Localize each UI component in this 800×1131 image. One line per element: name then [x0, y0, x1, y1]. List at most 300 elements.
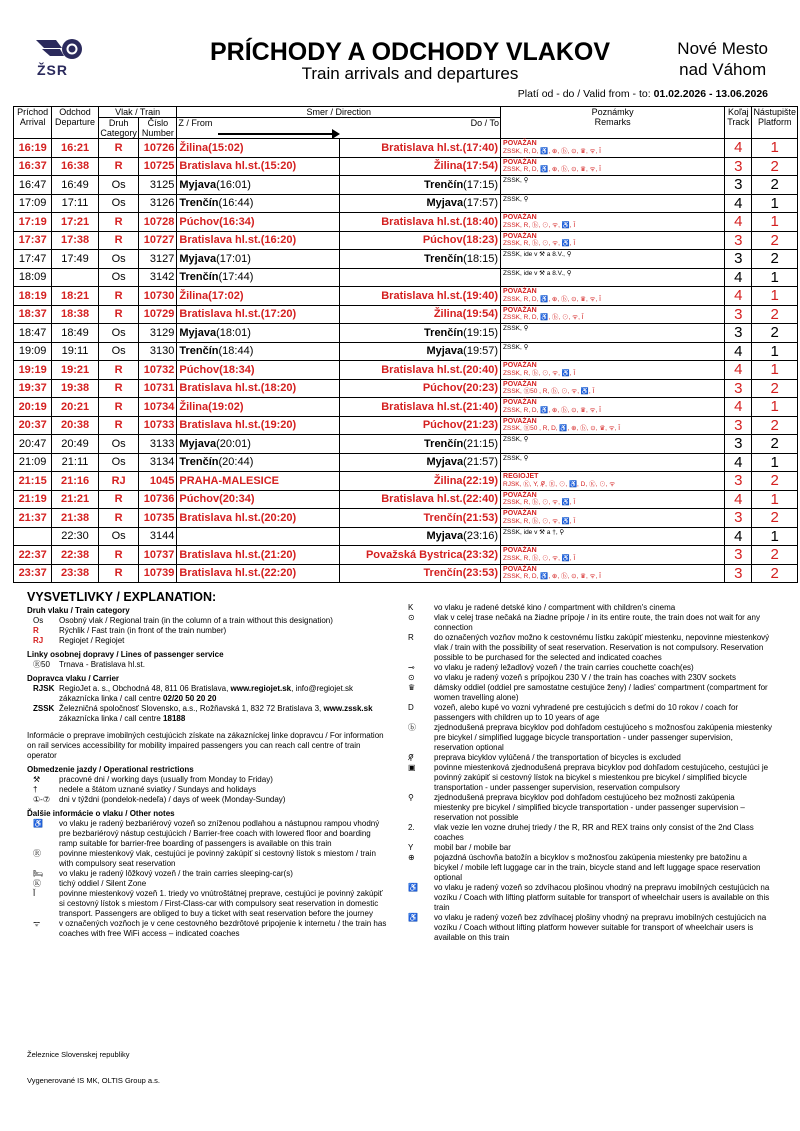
platform: 2	[752, 564, 798, 583]
to-time: (17:57)	[463, 197, 499, 210]
track: 3	[725, 435, 752, 454]
departure-time: 16:49	[52, 176, 99, 195]
remarks	[501, 379, 725, 398]
note-item	[402, 683, 772, 703]
page-title: PRÍCHODY A ODCHODY VLAKOV	[209, 38, 611, 66]
category-item	[27, 616, 387, 626]
arrival-time: 16:19	[14, 139, 52, 158]
track: 3	[725, 379, 752, 398]
to-station	[339, 509, 500, 528]
note-item	[402, 763, 772, 793]
train-category: R	[98, 231, 139, 250]
departure-time: 17:49	[52, 250, 99, 269]
departure-time: 19:38	[52, 379, 99, 398]
remarks-text: ZSSK, R, D, ♿, ⊕, ⓑ, ⊙, ♛, ᯤ, Ĭ	[503, 147, 601, 155]
to-station	[339, 268, 500, 287]
departure-time: 16:38	[52, 157, 99, 176]
from-time: (16:01)	[216, 178, 251, 191]
train-name: POVAŽAN	[503, 510, 537, 517]
header-arrival: Príchod Arrival	[14, 107, 52, 139]
track: 3	[725, 509, 752, 528]
track: 3	[725, 231, 752, 250]
remarks-text: ZSSK, R, ⓑ, ⊙, ᯤ, ♿, Ĭ	[503, 240, 576, 247]
remarks	[501, 176, 725, 195]
to-station	[339, 250, 500, 269]
train-name: POVAŽAN	[503, 547, 537, 554]
remarks-text: ZSSK, R, ⓑ, ⊙, ᯤ, ♿, Ĭ	[503, 517, 576, 525]
from-time: (15:20)	[260, 160, 297, 173]
departure-time: 18:49	[52, 324, 99, 343]
track: 4	[725, 453, 752, 472]
carrier-code: ZSSK	[33, 704, 55, 713]
note-item	[402, 913, 772, 943]
train-category: Os	[98, 250, 139, 269]
arrival-time: 19:09	[14, 342, 52, 361]
arrival-time: 21:15	[14, 472, 52, 491]
from-station	[177, 157, 340, 176]
legend-symbol-icon: ①-⑦	[33, 795, 51, 804]
from-station	[177, 342, 340, 361]
platform: 2	[752, 416, 798, 435]
from-time: (17:01)	[216, 252, 251, 265]
remarks	[501, 194, 725, 213]
to-time: (21:40)	[462, 400, 499, 413]
legend-symbol-icon: Ⓡ	[33, 849, 41, 858]
legend-text: vo vlaku je radený vozeň so zdvíhacou plošinou vhodný na prepravu imobilných cestujúcich na vozíku / Coach with lifting platform suitable for transport of wheelchair users is available on this train	[434, 883, 770, 912]
from-station	[177, 231, 340, 250]
to-station	[339, 546, 500, 565]
note-item	[402, 753, 772, 763]
to-station-name: Púchov	[422, 382, 463, 395]
train-row	[14, 287, 798, 306]
remarks	[501, 342, 725, 361]
to-station-name: Myjava	[426, 197, 464, 210]
to-station-name: Trenčín	[424, 326, 464, 339]
from-time: (16:44)	[218, 197, 254, 210]
to-station-name: Považská Bystrica	[365, 548, 463, 561]
train-row	[14, 453, 798, 472]
from-station-name: Žilina	[179, 141, 209, 154]
legend-symbol-icon: 2.	[408, 823, 415, 832]
legend-symbol-icon: Ĭ	[33, 889, 36, 898]
departure-time	[52, 268, 99, 287]
train-category: R	[98, 546, 139, 565]
train-number: 10732	[139, 361, 177, 380]
departure-time: 18:38	[52, 305, 99, 324]
train-category: Os	[98, 342, 139, 361]
to-station	[339, 398, 500, 417]
note-item	[27, 849, 387, 869]
legend-text: vo vlaku je radený vozeň bez zdvíhacej plošiny vhodný na prepravu imobilných cestujúcich na vozíku / Coach without lifting platform however suitable for transport of wheelchair users is available on this train	[434, 913, 767, 942]
from-station-name: Púchov	[179, 215, 220, 228]
train-row	[14, 398, 798, 417]
legend-text: pojazdná úschovňa batožín a bicyklov s možnosťou zakúpenia miestenky pre batožinu a bicykel / mobile left luggage car in the train, bicycle stand and left luggage space reservation optional	[434, 853, 761, 882]
remarks-text: ZSSK, ⚲	[503, 436, 529, 443]
train-category: Os	[98, 435, 139, 454]
to-station	[339, 324, 500, 343]
legend-text: vo vlaku je radený vozeň s prípojkou 230 V / the train has coaches with 230V sockets	[434, 673, 736, 682]
train-name: POVAŽAN	[503, 232, 537, 240]
track: 4	[725, 361, 752, 380]
legend-symbol-icon: ⓑ	[408, 723, 416, 732]
train-number: 10727	[139, 231, 177, 250]
from-station-name: Trenčín	[179, 345, 219, 358]
platform: 1	[752, 268, 798, 287]
to-station	[339, 453, 500, 472]
mobility-info: Informácie o preprave imobilných cestujúcich získate na zákazníckej linke dopravcu / For information on rail services accessibility for mobility impaired passengers you can reach call centre of train operator	[27, 731, 384, 760]
to-station-name: Trenčín	[424, 437, 464, 450]
legend-text: Osobný vlak / Regional train (in the column of a train without this designation)	[59, 616, 333, 625]
train-row	[14, 416, 798, 435]
note-item	[27, 919, 387, 939]
carrier-website-link[interactable]: www.regiojet.sk	[230, 684, 292, 693]
remarks-text: ZSSK, ide v ⚒ a †, ⚲	[503, 528, 565, 536]
arrival-time: 20:37	[14, 416, 52, 435]
header-number: Číslo Number	[139, 118, 177, 139]
remarks-text: RJSK, Ⓚ, Y, ⚲̸, Ⓡ, ⊙, ♿, D, Ⓚ, ⊙, ᯤ	[503, 480, 616, 488]
header-platform: Nástupište Platform	[752, 107, 798, 139]
from-station	[177, 472, 340, 491]
from-station-name: Bratislava hl.st.	[179, 419, 261, 432]
legend-symbol-icon: ♛	[408, 683, 416, 692]
track: 4	[725, 268, 752, 287]
train-row	[14, 342, 798, 361]
train-name: POVAŽAN	[503, 140, 537, 147]
train-row	[14, 139, 798, 158]
legend-symbol-icon: ♿	[408, 913, 418, 922]
to-station	[339, 213, 500, 232]
to-station-name: Bratislava hl.st.	[381, 141, 463, 154]
from-time: (18:20)	[260, 382, 297, 395]
platform: 2	[752, 324, 798, 343]
validity-label: Platí od - do / Valid from - to:	[517, 88, 651, 100]
train-row	[14, 361, 798, 380]
from-station	[177, 416, 340, 435]
note-item	[402, 853, 772, 883]
to-station-name: Myjava	[426, 530, 464, 543]
header-track: Koľaj Track	[725, 107, 752, 139]
train-name: POVAŽAN	[503, 306, 537, 314]
from-station-name: Žilina	[179, 289, 209, 302]
departure-time: 17:38	[52, 231, 99, 250]
train-row	[14, 268, 798, 287]
from-time: (17:20)	[260, 308, 297, 321]
to-time: (20:23)	[462, 382, 499, 395]
track: 3	[725, 176, 752, 195]
platform: 2	[752, 250, 798, 269]
platform: 2	[752, 157, 798, 176]
remarks-text: ZSSK, ide v ⚒ a 8.V., ⚲	[503, 269, 572, 277]
track: 4	[725, 398, 752, 417]
legend-symbol-icon: Y	[408, 843, 414, 852]
platform: 1	[752, 361, 798, 380]
train-category: Os	[98, 176, 139, 195]
remarks	[501, 564, 725, 583]
train-number: 3125	[139, 176, 177, 195]
from-time: (18:01)	[216, 326, 251, 339]
legend-text: vo vlaku je radený bezbariérový vozeň so zníženou podlahou a nástupnou rampou vhodný pre bezbariérový nástup cestujúcich / Barrier-free coach with lowered floor and boarding ramp suitable for barrier-free boarding of passengers is available on this train	[59, 819, 380, 848]
from-time: (15:02)	[208, 141, 244, 154]
arrival-time: 20:47	[14, 435, 52, 454]
remarks-text: ZSSK, R, D, ♿, ⊕, ⓑ, ⊙, ♛, ᯤ, Ĭ	[503, 573, 601, 580]
station-name	[677, 38, 768, 80]
station-line2: nad Váhom	[679, 60, 767, 79]
from-time: (17:44)	[218, 271, 254, 284]
restriction-item	[27, 785, 387, 795]
train-category: Os	[98, 324, 139, 343]
to-time: (23:53)	[462, 567, 499, 580]
from-time: (22:20)	[260, 567, 297, 580]
from-time: (20:20)	[260, 511, 297, 524]
carrier-phone: 18188	[163, 714, 186, 723]
legend-text: v označených vozňoch je v cene cestovného bezdrôtové pripojenie k internetu / the train has coaches with free WiFi access – indicated coaches	[59, 919, 387, 938]
note-item	[402, 883, 772, 913]
train-row	[14, 509, 798, 528]
track: 3	[725, 564, 752, 583]
to-station	[339, 157, 500, 176]
note-item	[27, 869, 387, 879]
legend-symbol-icon: Ⓚ	[33, 879, 41, 888]
train-category: R	[98, 139, 139, 158]
train-number: 3144	[139, 527, 177, 546]
from-station	[177, 194, 340, 213]
remarks-text: ZSSK, ide v ⚒ a 8.V., ⚲	[503, 251, 572, 258]
train-row	[14, 213, 798, 232]
departure-time: 21:16	[52, 472, 99, 491]
to-time: (19:40)	[462, 289, 499, 302]
header-train: Vlak / Train	[98, 107, 177, 118]
platform: 1	[752, 194, 798, 213]
from-station-name: Myjava	[179, 178, 217, 191]
note-item	[27, 819, 387, 849]
remarks-text: ZSSK, R, ⓑ, ⊙, ᯤ, ♿, Ĭ	[503, 554, 576, 562]
train-row	[14, 250, 798, 269]
restriction-item	[27, 775, 387, 785]
remarks	[501, 324, 725, 343]
note-item	[27, 889, 387, 919]
from-time: (20:34)	[219, 493, 255, 506]
remarks	[501, 157, 725, 176]
from-station	[177, 324, 340, 343]
departure-time: 21:11	[52, 453, 99, 472]
train-name: POVAŽAN	[503, 399, 537, 406]
legend-text: pracovné dni / working days (usually from Monday to Friday)	[59, 775, 273, 784]
to-station	[339, 194, 500, 213]
legend-text: vo vlaku je radený ležadlový vozeň / the train carries couchette coach(es)	[434, 663, 694, 672]
arrival-time: 21:19	[14, 490, 52, 509]
legend-text: vo vlaku je radené detské kino / compartment with children's cinema	[434, 603, 676, 612]
legend-text: Regiojet / Regiojet	[59, 636, 125, 645]
train-number: 10737	[139, 546, 177, 565]
legend-symbol-icon: ⊸	[408, 663, 415, 672]
train-category: R	[98, 490, 139, 509]
train-number: 3134	[139, 453, 177, 472]
arrival-time: 23:37	[14, 564, 52, 583]
to-station	[339, 490, 500, 509]
from-station-name: Púchov	[179, 363, 220, 376]
from-time: (19:02)	[208, 400, 244, 413]
train-name: POVAŽAN	[503, 417, 537, 425]
from-station-name: Bratislava hl.st.	[179, 308, 261, 321]
departure-time: 19:21	[52, 361, 99, 380]
note-item	[402, 703, 772, 723]
to-station	[339, 139, 500, 158]
remarks	[501, 527, 725, 546]
platform: 1	[752, 398, 798, 417]
departure-time: 21:38	[52, 509, 99, 528]
from-station-name: Trenčín	[179, 456, 219, 469]
platform: 2	[752, 435, 798, 454]
to-time: (19:57)	[463, 345, 499, 358]
from-station	[177, 305, 340, 324]
legend-text: preprava bicyklov vylúčená / the transportation of bicycles is excluded	[434, 753, 681, 762]
train-category: R	[98, 509, 139, 528]
train-number: 10725	[139, 157, 177, 176]
direction-arrow-icon	[218, 133, 338, 135]
header-from: Z / From	[177, 118, 340, 139]
remarks-text: ZSSK, R, D, ♿, ⓑ, ⊙, ᯤ, Ĭ	[503, 314, 584, 321]
platform: 1	[752, 527, 798, 546]
page-subtitle: Train arrivals and departures	[301, 64, 519, 83]
track: 3	[725, 305, 752, 324]
from-station-name: Bratislava hl.st.	[179, 511, 261, 524]
train-row	[14, 472, 798, 491]
legend-text: dámsky oddiel (oddiel pre samostatne cestujúce ženy) / ladies' compartment (compartment for women travelling alone)	[434, 683, 768, 702]
to-time: (21:15)	[463, 437, 499, 450]
from-station	[177, 268, 340, 287]
to-station	[339, 435, 500, 454]
remarks	[501, 490, 725, 509]
track: 3	[725, 472, 752, 491]
train-category: Os	[98, 194, 139, 213]
to-station-name: Bratislava hl.st.	[381, 289, 463, 302]
to-time: (23:16)	[463, 530, 499, 543]
to-time: (18:15)	[463, 252, 499, 265]
track: 4	[725, 490, 752, 509]
remarks-text: ZSSK, R, ⓑ, ⊙, ᯤ, ♿, Ĭ	[503, 369, 576, 377]
legend-symbol-icon: D	[408, 703, 414, 712]
legend-right	[402, 603, 772, 943]
departure-time: 17:11	[52, 194, 99, 213]
legend-symbol-icon: ᯤ	[33, 919, 41, 928]
legend-symbol-icon: R	[408, 633, 414, 642]
lines-heading: Linky osobnej dopravy / Lines of passenger service	[27, 650, 224, 659]
legend-text: vozeň, alebo kupé vo vozni vyhradené pre cestujúcich s deťmi do 10 rokov / coach for passengers with children up to 10 years of age	[434, 703, 739, 722]
train-category: R	[98, 213, 139, 232]
train-number: 10733	[139, 416, 177, 435]
platform: 2	[752, 509, 798, 528]
remarks	[501, 398, 725, 417]
legend-symbol-icon: K	[408, 603, 414, 612]
to-station-name: Trenčín	[424, 178, 464, 191]
from-station	[177, 435, 340, 454]
legend-text: povinne miestenkový vozeň 1. triedy vo vnútroštátnej preprave, cestujúci je povinný zakúpiť si cestovný lístok s miestom / First-Class-car with compulsory seat reservation in domestic transport. Passengers are obliged to buy a ticket with seat reservation before the journey	[59, 889, 383, 918]
train-row	[14, 176, 798, 195]
legend-symbol-icon: ♿	[33, 819, 43, 828]
from-station-name: Bratislava hl.st.	[179, 234, 261, 247]
validity	[518, 88, 768, 100]
departure-time: 20:49	[52, 435, 99, 454]
legend-symbol-icon: Os	[33, 616, 44, 625]
legend-text: povinne miestenková zjednodušená preprava bicyklov pod dohľadom cestujúceho, cestujúci je povinný zakúpiť si cestovný lístok na bicykel s miestenkou pre bicykel / simplified bicycle transportation - under passenger supervision, reservation compulsory	[434, 763, 769, 792]
station-line1: Nové Mesto	[677, 39, 768, 58]
arrival-time: 19:19	[14, 361, 52, 380]
legend-text: mobil bar / mobile bar	[434, 843, 511, 852]
platform: 1	[752, 139, 798, 158]
from-station	[177, 213, 340, 232]
from-station-name: Myjava	[179, 252, 217, 265]
to-time: (19:54)	[462, 308, 499, 321]
to-time: (21:53)	[462, 511, 499, 524]
to-station-name: Bratislava hl.st.	[381, 215, 463, 228]
legend-symbol-icon: ▣	[408, 763, 416, 772]
from-time: (21:20)	[260, 548, 297, 561]
arrival-time: 20:19	[14, 398, 52, 417]
to-station-name: Bratislava hl.st.	[381, 363, 463, 376]
train-number: 3126	[139, 194, 177, 213]
header-remarks: Poznámky Remarks	[501, 107, 725, 139]
legend-symbol-icon: RJ	[33, 636, 44, 645]
track: 4	[725, 139, 752, 158]
train-name: POVAŽAN	[503, 158, 537, 166]
note-item	[402, 823, 772, 843]
to-time: (20:40)	[462, 363, 499, 376]
to-station-name: Trenčín	[424, 252, 464, 265]
from-time: (16:20)	[260, 234, 297, 247]
platform: 2	[752, 305, 798, 324]
track: 4	[725, 194, 752, 213]
from-station-name: Trenčín	[179, 197, 219, 210]
arrival-time: 19:37	[14, 379, 52, 398]
from-time: (16:34)	[219, 215, 255, 228]
train-row	[14, 157, 798, 176]
from-station-name: PRAHA-MALESICE	[179, 474, 279, 487]
header-direction: Smer / Direction	[177, 107, 501, 118]
train-number: 10729	[139, 305, 177, 324]
legend-text: do označených vozňov možno k cestovnému lístku zakúpiť miestenku, nepovinne miestenkový vlak / train with the possibility of seat reservation. Reservation is not compulsory. Reservation possible to be purchased for the selected and indicated coaches	[434, 633, 770, 662]
from-time: (17:02)	[208, 289, 244, 302]
to-station-name: Bratislava hl.st.	[381, 400, 463, 413]
legend-symbol-icon: ⚲	[408, 793, 414, 802]
train-category: Os	[98, 268, 139, 287]
from-time: (20:44)	[218, 456, 254, 469]
train-name: POVAŽAN	[503, 491, 537, 499]
line-item	[27, 660, 387, 670]
carrier-code: RJSK	[33, 684, 55, 693]
track: 3	[725, 324, 752, 343]
train-category: R	[98, 287, 139, 306]
arrival-time: 18:19	[14, 287, 52, 306]
train-number: 10739	[139, 564, 177, 583]
to-time: (18:23)	[462, 234, 499, 247]
arrival-time: 18:47	[14, 324, 52, 343]
from-time: (19:20)	[260, 419, 297, 432]
platform: 1	[752, 490, 798, 509]
legend-text: Rýchlik / Fast train (in front of the train number)	[59, 626, 227, 635]
to-station	[339, 342, 500, 361]
to-time: (18:40)	[462, 215, 499, 228]
legend-text: Trnava - Bratislava hl.st.	[59, 660, 145, 669]
to-station-name: Žilina	[433, 160, 463, 173]
track: 3	[725, 546, 752, 565]
legend-text: nedele a štátom uznané sviatky / Sundays and holidays	[59, 785, 257, 794]
to-time: (22:19)	[462, 474, 499, 487]
to-station	[339, 472, 500, 491]
note-item	[402, 843, 772, 853]
remarks	[501, 305, 725, 324]
note-item	[402, 723, 772, 753]
carrier-website-link[interactable]: www.zssk.sk	[323, 704, 373, 713]
